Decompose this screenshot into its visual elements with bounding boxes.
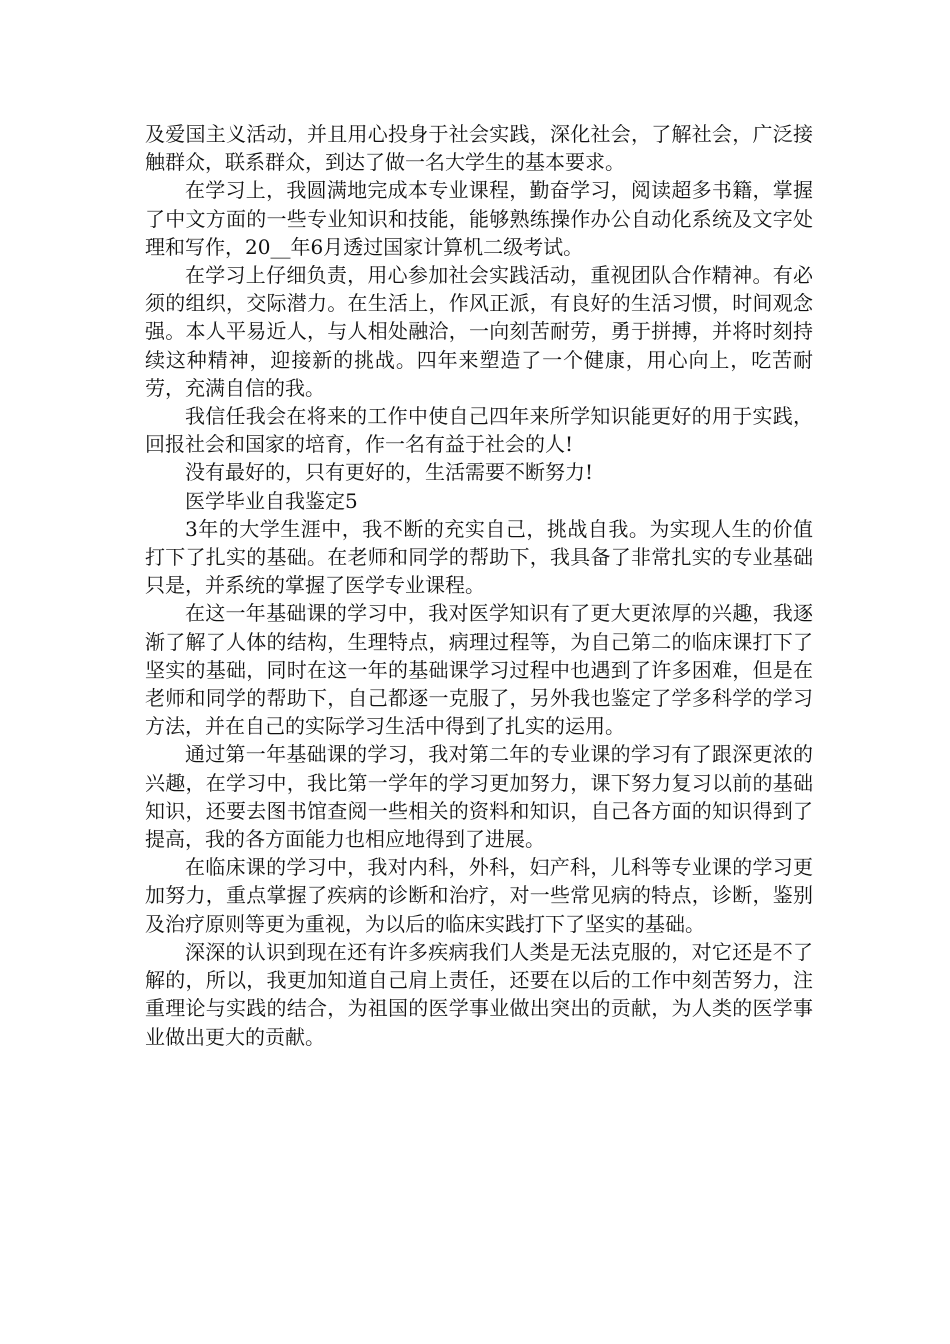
paragraph-character: 在学习上仔细负责，用心参加社会实践活动，重视团队合作精神。有必须的组织，交际潜力。在生活上，作风正派，有良好的生活习惯，时间观念强。本人平易近人，与人相处融洽，一向刻苦耐劳，勇于拼搏，并将时刻持续这种精神，迎接新的挑战。四年来塑造了一个健康，用心向上，吃苦耐劳，充满自信的我。 <box>145 263 813 400</box>
paragraph-second-year: 通过第一年基础课的学习，我对第二年的专业课的学习有了跟深更浓的兴趣，在学习中，我比第一学年的学习更加努力，课下努力复习以前的基础知识，还要去图书馆查阅一些相关的资料和知识，自己各方面的知识得到了提高，我的各方面能力也相应地得到了进展。 <box>145 742 813 852</box>
document-body <box>145 120 813 1051</box>
paragraph-study: 在学习上，我圆满地完成本专业课程，勤奋学习，阅读超多书籍，掌握了中文方面的一些专业知识和技能，能够熟练操作办公自动化系统及文字处理和写作，20__年6月透过国家计算机二级考试。 <box>145 178 813 259</box>
paragraph-motto: 没有最好的，只有更好的，生活需要不断努力! <box>185 460 594 485</box>
section-heading: 医学毕业自我鉴定5 <box>185 488 358 513</box>
paragraph-intro: 3年的大学生涯中，我不断的充实自己，挑战自我。为实现人生的价值打下了扎实的基础。在老师和同学的帮助下，我具备了非常扎实的专业基础只是，并系统的掌握了医学专业课程。 <box>145 516 813 598</box>
paragraph-future: 我信任我会在将来的工作中使自己四年来所学知识能更好的用于实践，回报社会和国家的培育，作一名有益于社会的人! <box>145 404 813 457</box>
paragraph-clinical: 在临床课的学习中，我对内科，外科，妇产科，儿科等专业课的学习更加努力，重点掌握了疾病的诊断和治疗，对一些常见病的特点，诊断，鉴别及治疗原则等更为重视，为以后的临床实践打下了坚实的基础。 <box>145 855 813 936</box>
paragraph-continuation: 及爱国主义活动，并且用心投身于社会实践，深化社会，了解社会，广泛接触群众，联系群众，到达了做一名大学生的基本要求。 <box>145 122 813 175</box>
paragraph-basic-courses: 在这一年基础课的学习中，我对医学知识有了更大更浓厚的兴趣，我逐渐了解了人体的结构，生理特点，病理过程等，为自己第二的临床课打下了坚实的基础，同时在这一年的基础课学习过程中也遇到了许多困难，但是在老师和同学的帮助下，自己都逐一克服了，另外我也鉴定了学多科学的学习方法，并在自己的实际学习生活中得到了扎实的运用。 <box>145 601 813 739</box>
paragraph-conclusion: 深深的认识到现在还有许多疾病我们人类是无法克服的，对它还是不了解的，所以，我更加知道自己肩上责任，还要在以后的工作中刻苦努力，注重理论与实践的结合，为祖国的医学事业做出突出的贡献，为人类的医学事业做出更大的贡献。 <box>145 939 813 1049</box>
